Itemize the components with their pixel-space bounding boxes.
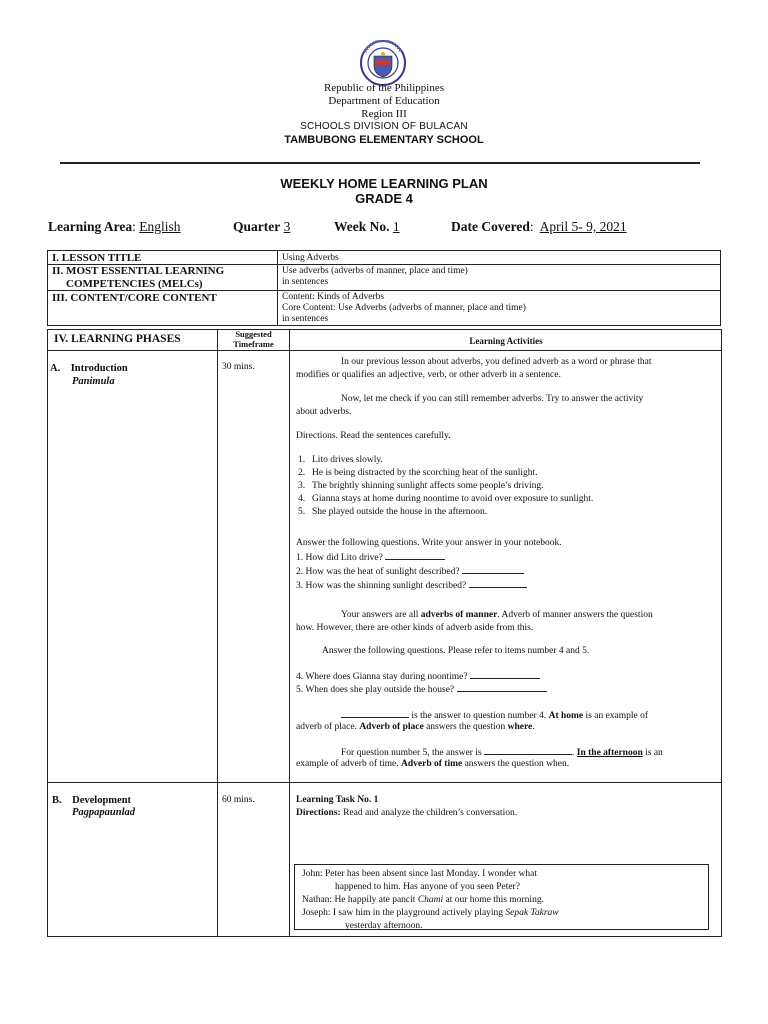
melc-value-2: in sentences xyxy=(282,277,329,287)
convo-line-joseph-2: yesterday afternoon. xyxy=(345,921,423,930)
deped-seal-icon xyxy=(355,40,411,86)
plan-title: WEEKLY HOME LEARNING PLAN xyxy=(280,176,488,191)
development-time: 60 mins. xyxy=(222,795,255,805)
melc-label: II. MOST ESSENTIAL LEARNING xyxy=(52,265,225,277)
country-line: Republic of the Philippines xyxy=(323,82,445,94)
list-item: 1. Lito drives slowly. xyxy=(298,455,383,465)
activities-header: Learning Activities xyxy=(469,336,543,346)
lesson-title-label: I. LESSON TITLE xyxy=(52,252,142,264)
convo-line-john: John: Peter has been absent since last Monday. I wonder what xyxy=(302,869,537,879)
sentence-list xyxy=(298,454,593,519)
content-value-3: in sentences xyxy=(282,314,329,324)
answer-instructions: Answer the following questions. Write your answer in your notebook. xyxy=(296,538,562,548)
learning-task-title: Learning Task No. 1 xyxy=(296,795,379,805)
intro-paragraph-1a: In our previous lesson about adverbs, you defined adverb as a word or phrase that xyxy=(341,357,652,367)
grade-title: GRADE 4 xyxy=(355,191,413,206)
time-paragraph-a: For question number 5, the answer is . In the afternoon is an xyxy=(341,745,663,760)
list-item: 2. He is being distracted by the scorching heat of the sunlight. xyxy=(298,468,538,478)
content-value-1: Content: Kinds of Adverbs xyxy=(282,292,385,302)
convo-line-joseph: Joseph: I saw him in the playground actively playing Sepak Takraw xyxy=(302,908,559,918)
lesson-title-value: Using Adverbs xyxy=(282,253,339,263)
quarter: Quarter 3 xyxy=(233,219,291,234)
intro-paragraph-2a: Now, let me check if you can still remember adverbs. Try to answer the activity xyxy=(341,394,644,404)
convo-line-nathan: Nathan: He happily ate pancit Chami at our home this morning. xyxy=(302,895,544,905)
intro-paragraph-1b: modifies or qualifies an adjective, verb, or other adverb in a sentence. xyxy=(296,370,561,380)
conversation-box xyxy=(294,864,709,930)
melc-value-1: Use adverbs (adverbs of manner, place and time) xyxy=(282,266,468,276)
list-item: 4. Gianna stays at home during noontime to avoid over exposure to sunlight. xyxy=(298,494,594,504)
intro-directions: Directions. Read the sentences carefully. xyxy=(296,431,451,441)
development-phase: B. Development xyxy=(52,795,132,806)
introduction-phase: A. Introduction xyxy=(50,363,128,374)
introduction-subtitle: Panimula xyxy=(72,376,115,387)
list-item: 3. The brightly shinning sunlight affects some people’s driving. xyxy=(298,481,544,491)
time-paragraph-b: example of adverb of time. Adverb of time answers the question when. xyxy=(296,759,570,769)
convo-line-john-2: happened to him. Has anyone of you seen Peter? xyxy=(335,882,520,892)
introduction-time: 30 mins. xyxy=(222,362,255,372)
place-paragraph-b: adverb of place. Adverb of place answers the question where. xyxy=(296,722,535,732)
department-line: Department of Education xyxy=(328,95,440,107)
header-divider xyxy=(60,162,700,164)
question-3: 3. How was the shinning sunlight described? xyxy=(296,578,527,593)
manner-paragraph-a: Your answers are all adverbs of manner. Adverb of manner answers the question xyxy=(341,610,653,620)
division-line: SCHOOLS DIVISION OF BULACAN xyxy=(300,121,468,132)
melc-label-2: COMPETENCIES (MELCs) xyxy=(66,278,203,290)
content-value-2: Core Content: Use Adverbs (adverbs of manner, place and time) xyxy=(282,303,526,313)
learning-area: Learning Area: English xyxy=(48,219,181,234)
school-name: TAMBUBONG ELEMENTARY SCHOOL xyxy=(284,134,484,146)
content-label: III. CONTENT/CORE CONTENT xyxy=(52,292,217,304)
timeframe-header: Suggested Timeframe xyxy=(233,329,274,349)
week-number: Week No. 1 xyxy=(334,219,400,234)
intro-paragraph-2b: about adverbs. xyxy=(296,407,352,417)
list-item: 5. She played outside the house in the afternoon. xyxy=(298,507,488,517)
task-directions: Directions: Read and analyze the children’s conversation. xyxy=(296,808,518,818)
development-subtitle: Pagpapaunlad xyxy=(72,807,136,818)
question-1: 1. How did Lito drive? xyxy=(296,550,445,565)
question-2: 2. How was the heat of sunlight described? xyxy=(296,564,524,579)
question-4: 4. Where does Gianna stay during noontime? xyxy=(296,669,540,684)
question-5: 5. When does she play outside the house? xyxy=(296,682,547,697)
manner-paragraph-b: how. However, there are other kinds of adverb aside from this. xyxy=(296,623,534,633)
region-line: Region III xyxy=(361,108,407,120)
refer-instructions: Answer the following questions. Please refer to items number 4 and 5. xyxy=(322,646,590,656)
date-covered: Date Covered: April 5- 9, 2021 xyxy=(451,219,627,234)
place-paragraph-a: is the answer to question number 4. At home is an example of xyxy=(341,708,648,723)
phases-header: IV. LEARNING PHASES xyxy=(54,333,181,345)
